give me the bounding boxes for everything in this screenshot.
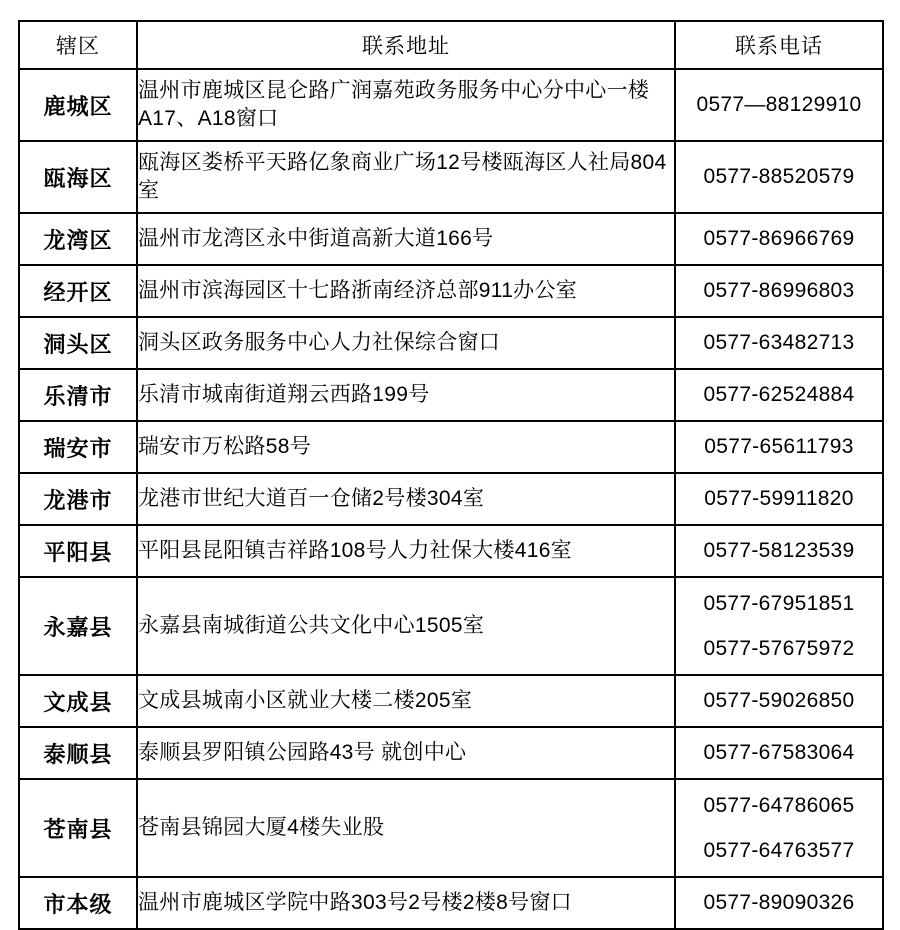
column-header-address: 联系地址 [137, 21, 675, 69]
table-row [19, 525, 883, 577]
cell-district: 瑞安市 [19, 421, 137, 473]
table-row [19, 317, 883, 369]
table-row [19, 877, 883, 929]
table-row [19, 473, 883, 525]
cell-phone [675, 877, 883, 929]
table-row [19, 265, 883, 317]
phone-number: 0577-59911820 [704, 487, 854, 511]
cell-address: 苍南县锦园大厦4楼失业股 [137, 779, 675, 877]
table-row [19, 369, 883, 421]
cell-district: 瓯海区 [19, 141, 137, 213]
cell-district: 龙港市 [19, 473, 137, 525]
column-header-district: 辖区 [19, 21, 137, 69]
cell-address: 温州市滨海园区十七路浙南经济总部911办公室 [137, 265, 675, 317]
cell-district: 经开区 [19, 265, 137, 317]
cell-phone [675, 525, 883, 577]
cell-address: 温州市龙湾区永中街道高新大道166号 [137, 213, 675, 265]
cell-phone [675, 421, 883, 473]
cell-district: 平阳县 [19, 525, 137, 577]
cell-district: 龙湾区 [19, 213, 137, 265]
phone-number: 0577-64763577 [703, 839, 855, 862]
cell-address: 温州市鹿城区学院中路303号2号楼2楼8号窗口 [137, 877, 675, 929]
table-row [19, 421, 883, 473]
cell-phone [675, 577, 883, 675]
phone-number: 0577-86996803 [703, 279, 855, 303]
cell-phone [675, 369, 883, 421]
table-header-row [19, 21, 883, 69]
phone-number: 0577-57675972 [703, 637, 855, 660]
cell-phone [675, 473, 883, 525]
cell-address: 温州市鹿城区昆仑路广润嘉苑政务服务中心分中心一楼A17、A18窗口 [137, 69, 675, 141]
cell-address: 平阳县昆阳镇吉祥路108号人力社保大楼416室 [137, 525, 675, 577]
phone-number: 0577-59026850 [703, 689, 855, 713]
phone-number: 0577—88129910 [696, 93, 862, 117]
table-row [19, 779, 883, 877]
table-row [19, 727, 883, 779]
column-header-phone: 联系电话 [675, 21, 883, 69]
cell-phone [675, 141, 883, 213]
table-row [19, 577, 883, 675]
cell-address: 瓯海区娄桥平天路亿象商业广场12号楼瓯海区人社局804室 [137, 141, 675, 213]
cell-phone [675, 317, 883, 369]
phone-number: 0577-62524884 [703, 383, 855, 407]
cell-phone [675, 779, 883, 877]
cell-phone [675, 675, 883, 727]
table-row [19, 141, 883, 213]
cell-phone [675, 69, 883, 141]
cell-district: 泰顺县 [19, 727, 137, 779]
cell-phone [675, 727, 883, 779]
table-body [19, 69, 883, 929]
cell-address: 洞头区政务服务中心人力社保综合窗口 [137, 317, 675, 369]
contact-table [18, 20, 884, 930]
cell-district: 苍南县 [19, 779, 137, 877]
cell-district: 永嘉县 [19, 577, 137, 675]
cell-address: 泰顺县罗阳镇公园路43号 就创中心 [137, 727, 675, 779]
cell-district: 乐清市 [19, 369, 137, 421]
phone-number: 0577-86966769 [703, 227, 855, 251]
phone-number: 0577-89090326 [703, 891, 855, 915]
phone-number: 0577-65611793 [704, 435, 854, 459]
table-header [19, 21, 883, 69]
phone-number: 0577-88520579 [703, 165, 855, 189]
cell-address: 瑞安市万松路58号 [137, 421, 675, 473]
cell-phone [675, 213, 883, 265]
cell-phone [675, 265, 883, 317]
cell-district: 市本级 [19, 877, 137, 929]
cell-district: 鹿城区 [19, 69, 137, 141]
table-row [19, 69, 883, 141]
phone-number: 0577-64786065 [703, 793, 855, 817]
table-row [19, 675, 883, 727]
cell-district: 洞头区 [19, 317, 137, 369]
cell-address: 永嘉县南城街道公共文化中心1505室 [137, 577, 675, 675]
phone-number: 0577-63482713 [703, 331, 855, 355]
phone-number: 0577-58123539 [703, 539, 855, 563]
cell-address: 龙港市世纪大道百一仓储2号楼304室 [137, 473, 675, 525]
phone-number: 0577-67583064 [703, 741, 855, 765]
cell-address: 文成县城南小区就业大楼二楼205室 [137, 675, 675, 727]
phone-number: 0577-67951851 [703, 591, 855, 615]
cell-district: 文成县 [19, 675, 137, 727]
table-row [19, 213, 883, 265]
cell-address: 乐清市城南街道翔云西路199号 [137, 369, 675, 421]
